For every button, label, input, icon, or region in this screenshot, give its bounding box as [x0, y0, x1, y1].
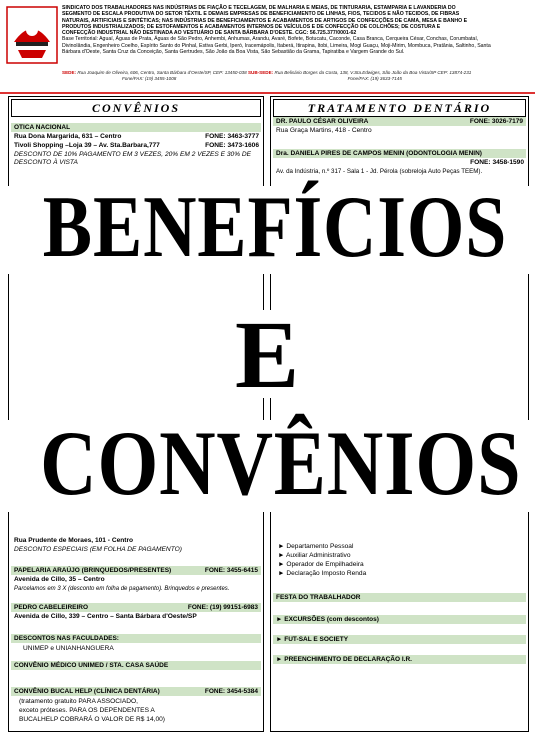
- base-territorial: Base Territorial: Aguaí, Águas de Prata, Águas de São Pedro, Anhembi, Anhumas, Arandu, Avaré, Bofete, Botucatu, Caconde, Casa Branca, Cerqueira César, Conchas, Corumbataí,: [62, 36, 479, 43]
- list-item: Dra. DANIELA PIRES DE CAMPOS MENIN (ODONTOLOGIA MENIN): [273, 149, 526, 158]
- address-line: SEDE: Rua Joaquim de Oliveira, 606, Centro, Santa Bárbara d'Oeste/SP, CEP: 13450-038 SUB-SEDE: Rua Belisário Borges da Costa, 138, V.Sta.Edwiges, São João da Boa Vista/SP CEP: 13874-231 Fone/FAX: (19) 3455-1008 Fone/FAX: (19) 3633-7145: [62, 70, 472, 81]
- union-logo: [6, 6, 58, 64]
- list-item: ► PREENCHIMENTO DE DECLARAÇÃO I.R.: [273, 655, 526, 664]
- list-item: CONVÊNIO MÉDICO UNIMED / STA. CASA SAÚDE: [11, 661, 261, 670]
- list-item: Rua Graça Martins, 418 - Centro: [276, 127, 372, 134]
- list-item: ► Declaração Imposto Renda: [278, 570, 367, 577]
- list-item: Rua Prudente de Moraes, 101 - Centro: [14, 537, 134, 544]
- list-item: ► EXCURSÕES (com descontos): [273, 615, 526, 624]
- list-item: Avenida de Cillo, 339 – Centro – Santa Bárbara d'Oeste/SP: [14, 613, 197, 620]
- list-item: ► FUT-SAL E SOCIETY: [273, 635, 526, 644]
- list-item: OTICA NACIONAL: [11, 123, 261, 132]
- list-item: DESCONTO DE 10% PAGAMENTO EM 3 VEZES, 20% EM 2 VEZES E 30% DE: [14, 151, 252, 158]
- list-item: Avenida de Cillo, 35 – Centro: [14, 576, 105, 583]
- list-item: UNIMEP e UNIANHANGUERA: [23, 645, 114, 652]
- overlay-title-line1: BENEFÍCIOS: [42, 179, 508, 276]
- overlay-title-line3: CONVÊNIOS: [40, 412, 522, 514]
- list-item: ► Departamento Pessoal: [278, 543, 354, 550]
- list-item: FESTA DO TRABALHADOR: [273, 593, 526, 602]
- list-item: Rua Dona Margarida, 631 – Centro FONE: 3463-3777: [14, 133, 259, 140]
- list-item: ► Operador de Empilhadeira: [278, 561, 364, 568]
- list-item: DESCONTOS NAS FACULDADES:: [11, 634, 261, 643]
- list-item: DESCONTO À VISTA: [14, 159, 78, 166]
- list-item: PEDRO CABELEIREIRO FONE: (19) 99151-6983: [11, 603, 261, 612]
- convenios-title: CONVÊNIOS: [11, 99, 261, 117]
- list-item: exceto próteses. PARA OS DEPENDENTES A: [19, 707, 155, 714]
- list-item: Tivoli Shopping –Loja 39 – Av. Sta.Barbara,777 FONE: 3473-1606: [14, 142, 259, 149]
- overlay-title-line2: E: [234, 301, 301, 408]
- list-item: ► Auxiliar Administrativo: [278, 552, 351, 559]
- list-item: Av. da Indústria, n.º 317 - Sala 1 - Jd. Pérola (sobreloja Auto Peças TEEM).: [276, 168, 483, 175]
- list-item: (tratamento gratuito PARA ASSOCIADO,: [19, 698, 138, 705]
- list-item: DESCONTO ESPECIAIS (EM FOLHA DE PAGAMENTO): [14, 546, 182, 553]
- list-item: FONE: 3458-1590: [470, 159, 524, 166]
- list-item: Parcelamos em 3 X (desconto em folha de pagamento). Brinquedos e presentes.: [14, 586, 230, 592]
- list-item: DR. PAULO CÉSAR OLIVEIRA FONE: 3026-7179: [273, 117, 526, 126]
- tratamento-title: TRATAMENTO DENTÁRIO: [273, 99, 526, 117]
- list-item: PAPELARIA ARAÚJO (BRINQUEDOS/PRESENTES) FONE: 3455-6415: [11, 566, 261, 575]
- union-name: SINDICATO DOS TRABALHADORES NAS INDÚSTRIAS DE FIAÇÃO E TECELAGEM, DE MALHARIA E MEIAS, DE TINTURARIA, ESTAMPARIA E LAVANDERIA DO SEGMENTO DE ESCALA PRODUTIVA DO SETOR TÊXTIL E DEMAIS EMPRESAS DE BENEFICIAMENTO DE LINHAS, FIOS, TECIDOS E NÃO TECIDOS, DE FIBRAS NATURAIS, ARTIFICIAIS E SINTÉTICAS; NAS INDÚSTRIAS DE BENEFICIAMENTOS E ACABAMENTOS DE ARTIGOS DE CONFECÇÕES DE CAMA, MESA E BANHO E PRODUTOS INDUSTRIALIZADOS; DE ESTOFAMENTOS E ACABAMENTOS INTERNOS DE VEÍCULOS E DE CONFECÇÃO DE COLCHÕES; DE COSTURA E CONFECÇÃO INDUSTRIAL NÃO DESTINADA AO VESTUÁRIO DE SANTA BÁRBARA D'OESTE. CGC: 56.725.377/0001-62 Base Territorial: Aguaí, Águas de Prata, Águas de São Pedro, Anhembi, Anhumas, Arandu, Avaré, Bofete, Botucatu, Caconde, Casa Branca, Cerqueira César, Conchas, Corumbataí, Divinolândia, Engenheiro Coelho, Espírito Santo do Pinhal, Estiva Gerbi, Iperó, Iracemápolis, Itaberá, Itirapina, Itobi, Limeira, Mogi Guaçu, Moji-Mirim, Mombuca, Pratânia, Saltinho, Santa Bárbara d'Oeste, Santa Cruz da Conceição, Santa Gertrudes, São João da Boa Vista, São Sebastião da Grama, Tapiratiba e Vargem Grande do Sul.: [62, 5, 530, 55]
- list-item: CONVÊNIO BUCAL HELP (CLÍNICA DENTÁRIA) FONE: 3454-5384: [11, 687, 261, 696]
- list-item: BUCALHELP COBRARÁ O VALOR DE R$ 14,00): [19, 716, 165, 723]
- letterhead: [0, 0, 535, 94]
